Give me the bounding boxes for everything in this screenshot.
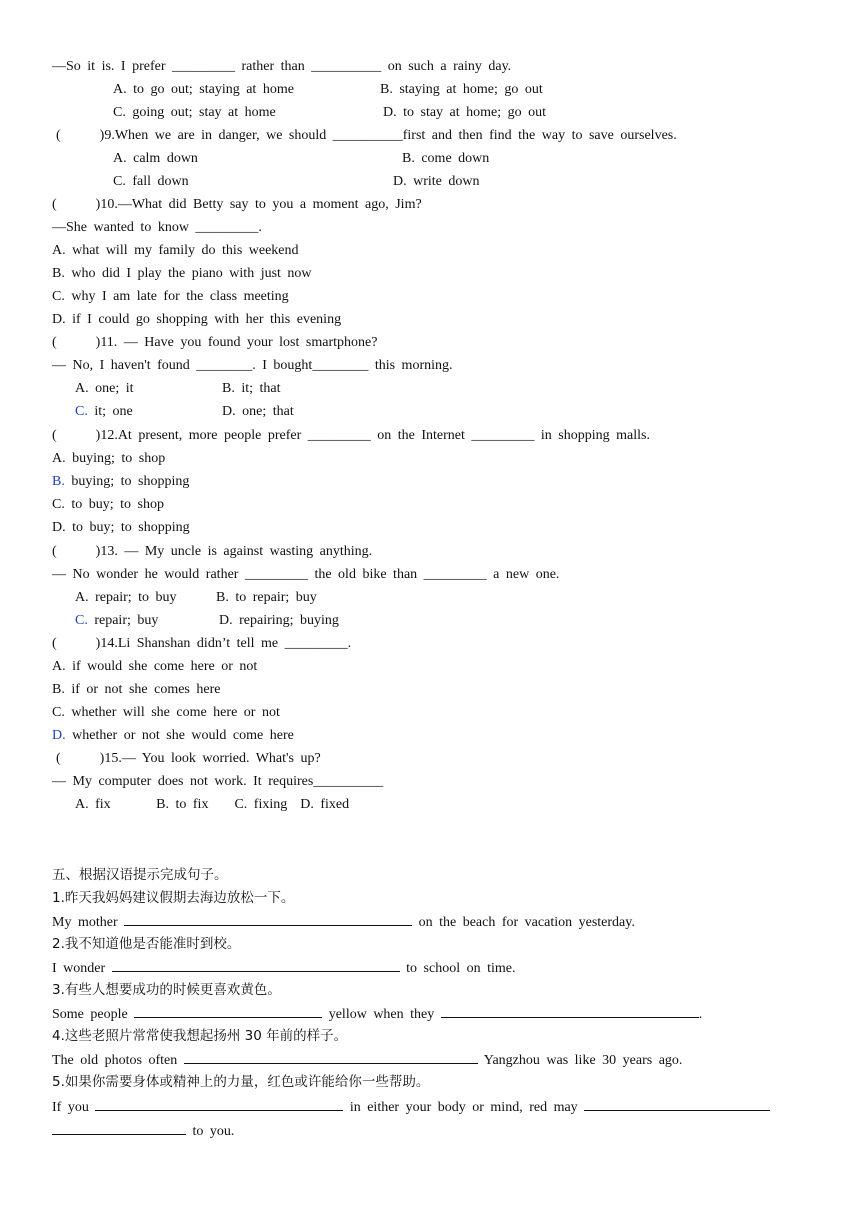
- q14-option-a[interactable]: A. if would she come here or not: [52, 659, 258, 674]
- q9-option-b[interactable]: B. come down: [402, 151, 490, 166]
- q8-reply: —So it is. I prefer _________ rather than __________ on such a rainy day.: [52, 59, 512, 74]
- q15-reply: — My computer does not work. It requires__________: [52, 774, 384, 789]
- s5-item2-pre: I wonder: [52, 961, 106, 976]
- s5-item4-blank[interactable]: [184, 1050, 478, 1064]
- q11-option-b[interactable]: B. it; that: [222, 381, 281, 396]
- q11-option-c[interactable]: [75, 403, 133, 421]
- s5-item3-post: .: [698, 1007, 703, 1022]
- q10-reply: —She wanted to know _________.: [52, 220, 262, 235]
- q11-option-c-text: it; one: [87, 404, 133, 419]
- q12-option-d[interactable]: D. to buy; to shopping: [52, 520, 190, 535]
- s5-item2-sentence: [52, 958, 515, 978]
- q9-stem: ( )9.When we are in danger, we should __________first and then find the way to save ourselves.: [56, 128, 677, 143]
- s5-item4-prompt: 4.这些老照片常常使我想起扬州 30 年前的样子。: [52, 1028, 348, 1044]
- s5-item5-pre: If you: [52, 1100, 89, 1115]
- q13-option-d[interactable]: D. repairing; buying: [219, 613, 339, 628]
- q11-option-c-letter: C.: [75, 404, 88, 419]
- q15-stem: ( )15.— You look worried. What's up?: [56, 751, 321, 766]
- s5-item5-post: to you.: [192, 1124, 235, 1139]
- q12-stem: ( )12.At present, more people prefer _________ on the Internet _________ in shopping malls.: [52, 428, 650, 443]
- s5-item5-blank-1[interactable]: [95, 1097, 343, 1111]
- q11-option-d[interactable]: D. one; that: [222, 404, 294, 419]
- q8-option-a[interactable]: A. to go out; staying at home: [113, 82, 294, 97]
- q13-option-c-text: repair; buy: [87, 613, 159, 628]
- s5-item4-sentence: [52, 1050, 682, 1070]
- s5-item1-pre: My mother: [52, 915, 118, 930]
- q9-option-d[interactable]: D. write down: [393, 174, 480, 189]
- s5-item1-post: on the beach for vacation yesterday.: [418, 915, 635, 930]
- q13-stem: ( )13. — My uncle is against wasting anything.: [52, 544, 373, 559]
- q14-option-d[interactable]: [52, 727, 294, 745]
- s5-item3-blank-1[interactable]: [134, 1004, 322, 1018]
- s5-item3-sentence: [52, 1004, 702, 1024]
- q8-option-d[interactable]: D. to stay at home; go out: [383, 105, 547, 120]
- s5-item1-blank[interactable]: [124, 912, 412, 926]
- q13-option-a[interactable]: A. repair; to buy: [75, 590, 177, 605]
- s5-item3-pre: Some people: [52, 1007, 128, 1022]
- q13-option-c[interactable]: [75, 612, 158, 630]
- q10-option-d[interactable]: D. if I could go shopping with her this evening: [52, 312, 342, 327]
- s5-item3-prompt: 3.有些人想要成功的时候更喜欢黄色。: [52, 982, 281, 998]
- q10-option-c[interactable]: C. why I am late for the class meeting: [52, 289, 289, 304]
- q14-stem: ( )14.Li Shanshan didn’t tell me _________.: [52, 636, 352, 651]
- s5-item2-prompt: 2.我不知道他是否能准时到校。: [52, 936, 241, 952]
- s5-item5-mid: in either your body or mind, red may: [349, 1100, 578, 1115]
- q12-option-b[interactable]: [52, 473, 189, 491]
- q8-option-b[interactable]: B. staying at home; go out: [380, 82, 543, 97]
- q14-option-c[interactable]: C. whether will she come here or not: [52, 705, 280, 720]
- s5-item5-continuation: [52, 1121, 234, 1141]
- q9-option-c[interactable]: C. fall down: [113, 174, 189, 189]
- q14-option-d-letter: D.: [52, 728, 66, 743]
- q8-option-c[interactable]: C. going out; stay at home: [113, 105, 276, 120]
- q10-option-b[interactable]: B. who did I play the piano with just now: [52, 266, 312, 281]
- q13-reply: — No wonder he would rather _________ the old bike than _________ a new one.: [52, 567, 560, 582]
- s5-item5-blank-3[interactable]: [52, 1121, 186, 1135]
- s5-item3-blank-2[interactable]: [441, 1004, 699, 1018]
- q9-option-a[interactable]: A. calm down: [113, 151, 198, 166]
- q11-stem: ( )11. — Have you found your lost smartphone?: [52, 335, 378, 350]
- s5-item3-mid: yellow when they: [328, 1007, 435, 1022]
- q12-option-c[interactable]: C. to buy; to shop: [52, 497, 164, 512]
- q11-option-a[interactable]: A. one; it: [75, 381, 134, 396]
- s5-item2-post: to school on time.: [406, 961, 516, 976]
- q10-option-a[interactable]: A. what will my family do this weekend: [52, 243, 299, 258]
- q13-option-b[interactable]: B. to repair; buy: [216, 590, 317, 605]
- q15-options[interactable]: A. fix B. to fix C. fixing D. fixed: [75, 797, 350, 812]
- s5-item2-blank[interactable]: [112, 958, 400, 972]
- q12-option-b-text: buying; to shopping: [64, 474, 190, 489]
- section5-heading: 五、根据汉语提示完成句子。: [52, 867, 228, 883]
- s5-item1-sentence: [52, 912, 635, 932]
- s5-item5-sentence: [52, 1097, 770, 1117]
- q12-option-a[interactable]: A. buying; to shop: [52, 451, 166, 466]
- s5-item4-pre: The old photos often: [52, 1053, 178, 1068]
- q13-option-c-letter: C.: [75, 613, 88, 628]
- s5-item1-prompt: 1.昨天我妈妈建议假期去海边放松一下。: [52, 890, 295, 906]
- q14-option-b[interactable]: B. if or not she comes here: [52, 682, 221, 697]
- q12-option-b-letter: B.: [52, 474, 65, 489]
- q10-stem: ( )10.—What did Betty say to you a moment ago, Jim?: [52, 197, 422, 212]
- s5-item4-post: Yangzhou was like 30 years ago.: [483, 1053, 683, 1068]
- s5-item5-blank-2[interactable]: [584, 1097, 770, 1111]
- q11-reply: — No, I haven't found ________. I bought________ this morning.: [52, 358, 453, 373]
- q14-option-d-text: whether or not she would come here: [65, 728, 294, 743]
- s5-item5-prompt: 5.如果你需要身体或精神上的力量，红色或许能给你一些帮助。: [52, 1074, 430, 1090]
